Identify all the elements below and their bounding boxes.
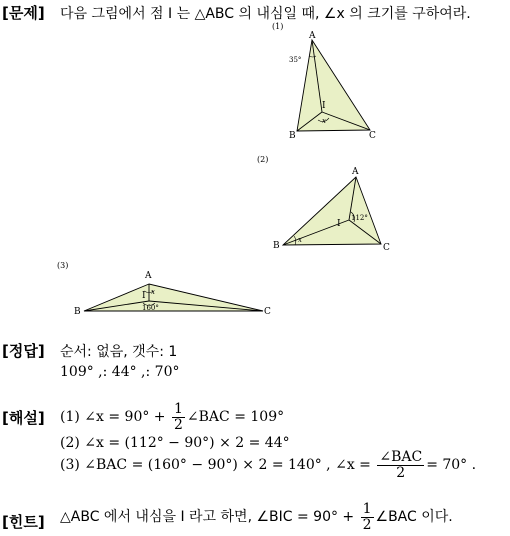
solution-line-3-denominator: 2 <box>396 464 406 481</box>
problem-label: [문제] <box>2 4 45 22</box>
figure-2-angle-label-i: 112° <box>351 214 368 222</box>
figure-2-incenter: I <box>337 219 341 229</box>
solution-line-1 <box>60 400 284 434</box>
figure-3-number: (3) <box>57 261 69 270</box>
figure-1-number: (1) <box>272 22 284 31</box>
hint-denominator: 2 <box>362 516 372 533</box>
figure-1-vertex-c: C <box>369 131 376 141</box>
figure-1-vertex-b: B <box>289 131 296 141</box>
solution-line-3-rhs: = 70° . <box>426 457 477 473</box>
answer-label: [정답] <box>2 342 45 360</box>
solution-line-1-lhs: (1) ∠x = 90° + <box>60 409 170 425</box>
hint-fraction <box>361 502 374 533</box>
figure-1-angle-label-a: 35° <box>289 56 302 64</box>
solution-line-3-numerator: ∠BAC <box>379 448 423 465</box>
solution-line-2: (2) ∠x = (112° − 90°) × 2 = 44° <box>60 435 290 451</box>
hint-numerator: 1 <box>362 500 372 517</box>
figure-2-vertex-a: A <box>352 167 359 177</box>
solution-line-1-numerator: 1 <box>173 400 183 417</box>
figure-1-vertex-a: A <box>309 31 316 41</box>
solution-line-1-denominator: 2 <box>173 416 183 433</box>
solution-line-3-lhs: (3) ∠BAC = (160° − 90°) × 2 = 140° , ∠x = <box>60 457 376 473</box>
figure-3-vertex-c: C <box>264 307 271 317</box>
answer-values: 109° ,: 44° ,: 70° <box>60 364 180 380</box>
figure-3-incenter: I <box>142 291 146 301</box>
figure-2-triangle <box>283 177 381 245</box>
solution-line-1-rhs: ∠BAC = 109° <box>186 409 285 425</box>
figure-3-angle-label-x: x <box>151 288 155 296</box>
figure-2-vertex-c: C <box>383 243 390 253</box>
figure-3-vertex-a: A <box>145 271 152 281</box>
solution-line-1-fraction <box>172 402 185 433</box>
figure-1-incenter: I <box>322 101 326 111</box>
figure-2-number: (2) <box>257 155 269 164</box>
figure-3 <box>70 266 276 320</box>
solution-label: [해설] <box>2 409 45 427</box>
hint-text-lhs: △ABC 에서 내심을 I 라고 하면, ∠BIC = 90° + <box>60 509 359 525</box>
figure-2-angle-label-x: x <box>298 236 302 244</box>
figure-1 <box>280 26 390 144</box>
hint-text <box>60 500 453 534</box>
figure-2 <box>270 160 400 256</box>
hint-label: [힌트] <box>2 513 45 531</box>
figure-3-angle-label-i: 160° <box>142 304 159 312</box>
figure-2-vertex-b: B <box>273 241 280 251</box>
answer-meta: 순서: 없음, 갯수: 1 <box>60 344 178 360</box>
solution-line-3 <box>60 448 476 482</box>
figure-3-vertex-b: B <box>74 307 81 317</box>
figure-1-angle-label-x: x <box>322 117 326 125</box>
problem-text: 다음 그림에서 점 I 는 △ABC 의 내심일 때, ∠x 의 크기를 구하여라. <box>60 6 471 22</box>
solution-line-3-fraction <box>377 450 424 481</box>
hint-text-rhs: ∠BAC 이다. <box>375 509 453 525</box>
figure-1-triangle <box>297 40 370 131</box>
